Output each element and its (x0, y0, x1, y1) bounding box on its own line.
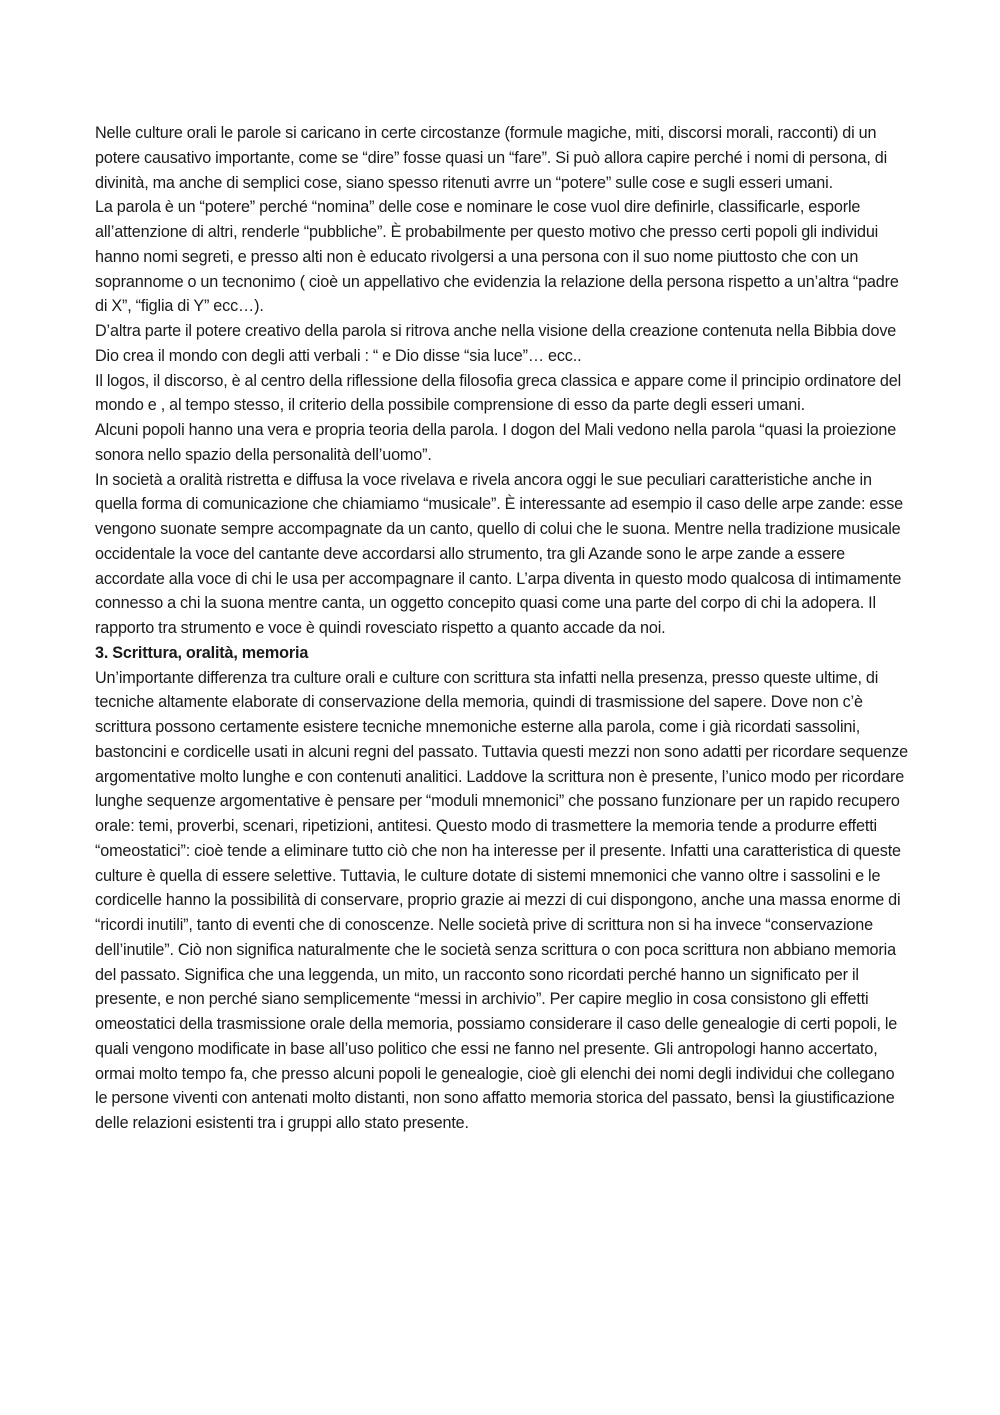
section-heading: 3. Scrittura, oralità, memoria (95, 643, 309, 662)
paragraph-oral-word-power: Nelle culture orali le parole si caricano in certe circostanze (formule magiche, miti, discorsi morali, racconti) di un potere causativo importante, come se “dire” fosse quasi un “fare”. Si può allora capire perché i nomi di persona, di divinità, ma anche di semplici cose, siano spesso ritenuti avrre un “potere” sulle cose e sugli esseri umani. (95, 124, 888, 192)
paragraph-logos: Il logos, il discorso, è al centro della riflessione della filosofia greca classica e appare come il principio ordinatore del mondo e , al tempo stesso, il criterio della possibile comprensione di esso da parte degli esseri umani. (95, 371, 902, 415)
paragraph-dogon: Alcuni popoli hanno una vera e propria teoria della parola. I dogon del Mali vedono nella parola “quasi la proiezione sonora nello spazio della personalità dell’uomo”. (95, 421, 897, 464)
paragraph-zande-harps: In società a oralità ristretta e diffusa la voce rivelava e rivela ancora oggi le sue peculiari caratteristiche anche in quella forma di comunicazione che chiamiamo “musicale”. È interessante ad esempio il caso delle arpe zande: esse vengono suonate sempre accompagnate da un canto, quello di colui che le suona. Mentre nella tradizione musicale occidentale la voce del cantante deve accordarsi allo strumento, tra gli Azande sono le arpe zande a essere accordate alla voce di chi le usa per accompagnare il canto. L’arpa diventa in questo modo qualcosa di intimamente connesso a chi la suona mentre canta, un oggetto concepito quasi come una parte del corpo di chi la adopera. Il rapporto tra strumento e voce è quindi rovesciato rispetto a quanto accade da noi. (95, 470, 903, 637)
paragraph-naming-power: La parola è un “potere” perché “nomina” delle cose e nominare le cose vuol dire definirle, classificarle, esporle all’attenzione di altri, renderle “pubbliche”. È probabilmente per questo motivo che presso certi popoli gli individui hanno nomi segreti, e presso alti non è educato rivolgersi a una persona con il suo nome piuttosto che con un soprannome o un tecnonimo ( cioè un appellativo che evidenzia la relazione della persona rispetto a un’altra “padre di X”, “figlia di Y” ecc…). (95, 198, 899, 316)
paragraph-writing-memory: Un’importante differenza tra culture orali e culture con scrittura sta infatti nella presenza, presso queste ultime, di tecniche altamente elaborate di conservazione della memoria, quindi di trasmissione del sapere. Dove non c’è scrittura possono certamente esistere tecniche mnemoniche esterne alla parola, come i già ricordati sassolini, bastoncini e cordicelle usati in alcuni regni del passato. Tuttavia questi mezzi non sono adatti per ricordare sequenze argomentative molto lunghe e con contenuti analitici. Laddove la scrittura non è presente, l’unico modo per ricordare lunghe sequenze argomentative è pensare per “moduli mnemonici” che possano funzionare per un rapido recupero orale: temi, proverbi, scenari, ripetizioni, antitesi. Questo modo di trasmettere la memoria tende a produrre effetti “omeostatici”: cioè tende a eliminare tutto ciò che non ha interesse per il presente. Infatti una caratteristica di queste culture è quella di essere selettive. Tuttavia, le culture dotate di sistemi mnemonici che vanno oltre i sassolini e le cordicelle hanno la possibilità di conservare, proprio grazie ai mezzi di cui dispongono, anche una massa enorme di “ricordi inutili”, tanto di eventi che di conoscenze. Nelle società prive di scrittura non si ha invece “conservazione dell’inutile”. Ciò non significa naturalmente che le società senza scrittura o con poca scrittura non abbiano memoria del passato. Significa che una leggenda, un mito, un racconto sono ricordati perché hanno un significato per il presente, e non perché siano semplicemente “messi in archivio”. Per capire meglio in cosa consistono gli effetti omeostatici della trasmissione orale della memoria, possiamo considerare il caso delle genealogie di certi popoli, le quali vengono modificate in base all’uso politico che essi ne fanno nel presente. Gli antropologi hanno accertato, ormai molto tempo fa, che presso alcuni popoli le genealogie, cioè gli elenchi dei nomi degli individui che collegano le persone viventi con antenati molto distanti, non sono affatto memoria storica del passato, bensì la giustificazione delle relazioni esistenti tra i gruppi allo stato presente. (95, 668, 908, 1132)
paragraph-bible-creation: D’altra parte il potere creativo della parola si ritrova anche nella visione della creazione contenuta nella Bibbia dove Dio crea il mondo con degli atti verbali : “ e Dio disse “sia luce”… ecc.. (95, 322, 897, 365)
document-page (95, 121, 910, 1136)
